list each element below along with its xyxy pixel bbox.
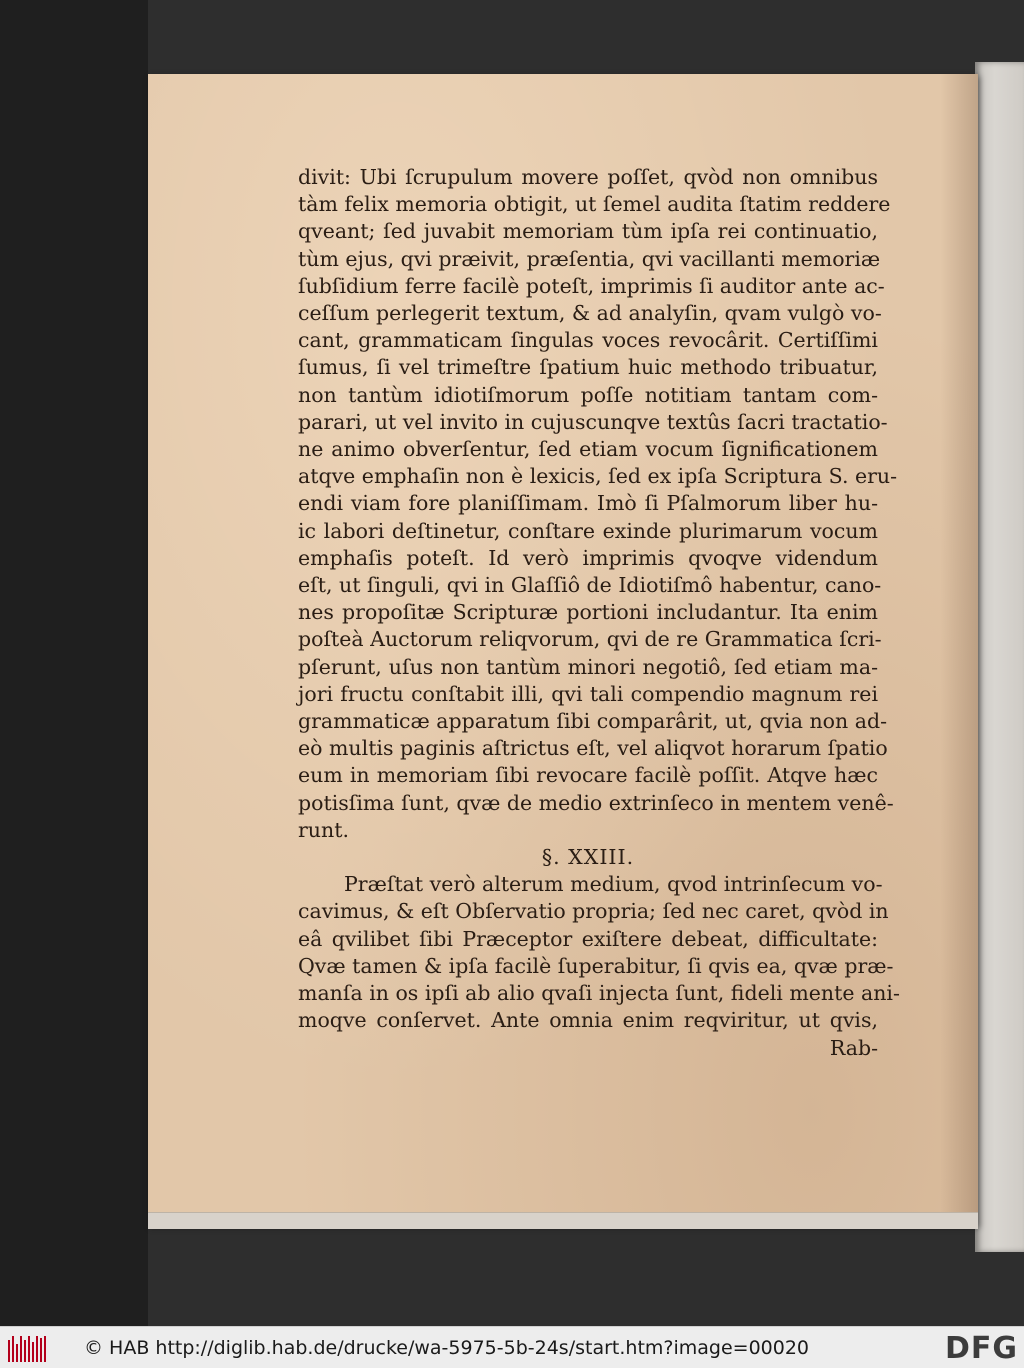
text-line: eò multis paginis aſtrictus eſt, vel aliqvot horarum ſpatio bbox=[298, 736, 888, 761]
text-line: Præſtat verò alterum medium, qvod intrinſecum vo- bbox=[344, 872, 883, 897]
text-line: jori fructu conſtabit illi, qvi tali compendio magnum rei bbox=[298, 681, 878, 706]
catchword: Rab- bbox=[829, 1035, 878, 1060]
text-line: emphaſis poteſt. Id verò imprimis qvoqve videndum bbox=[298, 545, 878, 570]
footer-bar bbox=[0, 1326, 1024, 1368]
text-line: moqve conſervet. Ante omnia enim reqviritur, ut qvis, bbox=[298, 1008, 878, 1033]
text-line: ceſſum perlegerit textum, & ad analyſin, qvam vulgò vo- bbox=[298, 301, 882, 326]
text-line: tàm felix memoria obtigit, ut ſemel audita ſtatim reddere bbox=[298, 192, 891, 217]
text-line: ſumus, ſi vel trimeſtre ſpatium huic methodo tribuatur, bbox=[298, 355, 878, 380]
copyright-link[interactable]: © HAB http://diglib.hab.de/drucke/wa-5975-5b-24s/start.htm?image=00020 bbox=[84, 1337, 810, 1359]
text-line: nes propoſitæ Scripturæ portioni includantur. Ita enim bbox=[298, 600, 878, 625]
text-line: qveant; ſed juvabit memoriam tùm ipſa rei continuatio, bbox=[298, 219, 878, 244]
text-line: non tantùm idiotiſmorum poſſe notitiam tantam com- bbox=[298, 382, 878, 407]
text-line: tùm ejus, qvi præivit, præſentia, qvi vacillanti memoriæ bbox=[298, 246, 881, 271]
page-text bbox=[298, 164, 900, 1062]
text-line: pſerunt, uſus non tantùm minori negotiô, ſed etiam ma- bbox=[298, 654, 878, 679]
page-bottom-edge bbox=[148, 1212, 978, 1229]
text-line: endi viam fore planiſſimam. Imò ſi Pſalmorum liber hu- bbox=[298, 491, 878, 516]
facing-page-edge bbox=[975, 62, 1024, 1252]
text-line: runt. bbox=[298, 817, 349, 842]
text-line: eſt, ut ſinguli, qvi in Glaſſiô de Idiotiſmô habentur, cano- bbox=[298, 573, 882, 598]
text-line: cavimus, & eſt Obſervatio propria; ſed nec caret, qvòd in bbox=[298, 899, 889, 924]
text-line: potisſima ſunt, qvæ de medio extrinſeco in mentem venê- bbox=[298, 790, 894, 815]
text-line: parari, ut vel invito in cujuscunqve textûs ſacri tractatio- bbox=[298, 409, 888, 434]
text-line: atqve emphaſin non è lexicis, ſed ex ipſa Scriptura S. eru- bbox=[298, 464, 898, 489]
spine-shadow bbox=[940, 74, 978, 1226]
text-line: eum in memoriam ſibi revocare facilè poſſit. Atqve hæc bbox=[298, 763, 878, 788]
text-line: grammaticæ apparatum ſibi comparârit, ut, qvia non ad- bbox=[298, 709, 888, 734]
text-line: cant, grammaticam ſingulas voces revocârit. Certiſſimi bbox=[298, 328, 878, 353]
text-line: divit: Ubi ſcrupulum movere poſſet, qvòd non omnibus bbox=[298, 165, 878, 189]
dark-background bbox=[0, 0, 148, 1326]
section-heading: §. XXIII. bbox=[541, 845, 635, 870]
text-line: ic labori deſtinetur, conſtare exinde plurimarum vocum bbox=[298, 518, 878, 543]
hab-barcode-logo-icon bbox=[8, 1334, 48, 1362]
text-line: manſa in os ipſi ab alio qvaſi injecta ſunt, fideli mente ani- bbox=[298, 981, 900, 1006]
text-line: Qvæ tamen & ipſa facilè ſuperabitur, ſi qvis ea, qvæ præ- bbox=[298, 953, 894, 978]
text-line: ſubſidium ferre facilè poteſt, imprimis ſi auditor ante ac- bbox=[298, 273, 885, 298]
text-line: ne animo obverſentur, ſed etiam vocum ſignificationem bbox=[298, 437, 878, 462]
text-line: eâ qvilibet ſibi Præceptor exiſtere debeat, difficultate: bbox=[298, 926, 878, 951]
dfg-logo: DFG bbox=[944, 1330, 1018, 1366]
text-line: poſteà Auctorum reliqvorum, qvi de re Grammatica ſcri- bbox=[298, 627, 882, 652]
